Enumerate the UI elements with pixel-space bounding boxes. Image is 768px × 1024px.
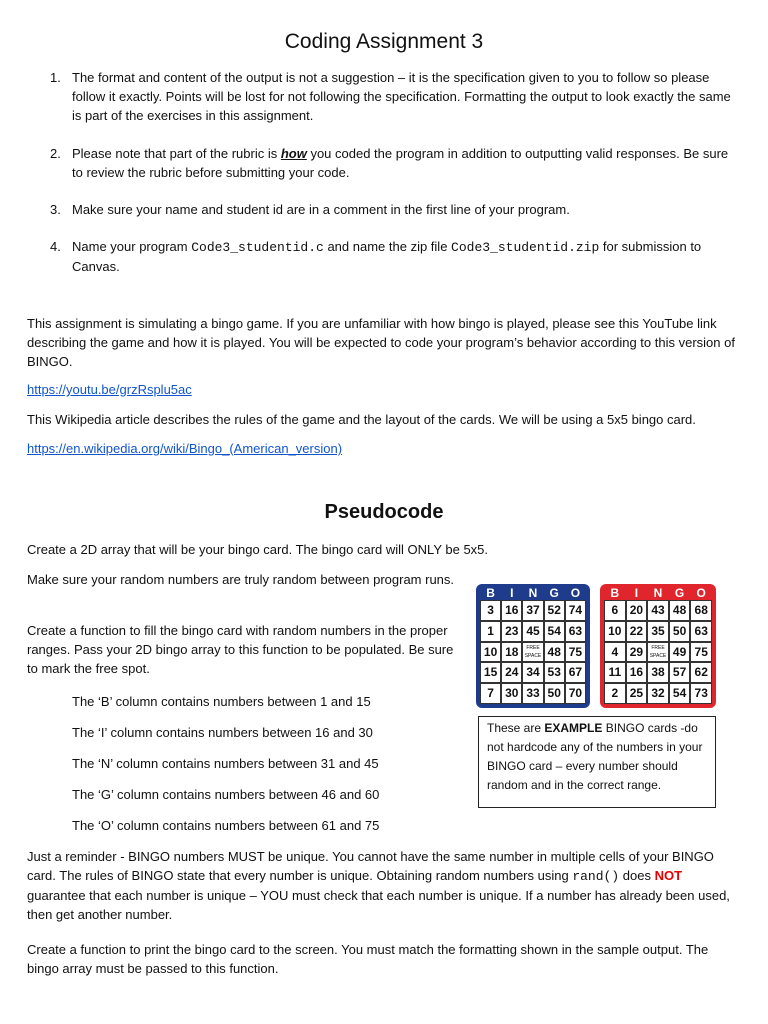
bingo-cell: 24 [501,662,522,683]
bingo-cell: 73 [690,683,712,704]
emphasis-how: how [280,146,307,161]
bingo-cell: 43 [647,600,669,621]
list-number: 1. [50,70,61,85]
bingo-cell: 34 [522,662,543,683]
bingo-cell: 35 [647,621,669,642]
column-range-g: The ‘G’ column contains numbers between 46 and 60 [72,787,380,802]
bingo-cell: 1 [480,621,501,642]
bingo-cell: 75 [690,642,712,663]
pseudocode-step-random: Make sure your random numbers are truly random between program runs. [27,572,455,587]
instruction-4: Name your program Code3_studentid.c and name the zip file Code3_studentid.zip for submission to Canvas. [72,239,702,274]
bingo-cell: 6 [604,600,626,621]
bingo-cell: 53 [544,662,565,683]
bingo-cell: 48 [544,642,565,663]
code-zipname: Code3_studentid.zip [451,240,600,255]
bingo-cell: FREE SPACE [522,642,543,663]
bingo-cell: 57 [669,662,691,683]
bingo-cell: 63 [690,621,712,642]
list-number: 4. [50,239,61,254]
bingo-cell: 15 [480,662,501,683]
bingo-cell: 18 [501,642,522,663]
bingo-cell: 10 [480,642,501,663]
bingo-cell: 11 [604,662,626,683]
bingo-cell: 50 [544,683,565,704]
wikipedia-paragraph: This Wikipedia article describes the rules of the game and the layout of the cards. We will be using a 5x5 bingo card. [27,412,696,427]
wikipedia-link-line [27,439,742,458]
bingo-cell: 63 [565,621,586,642]
bingo-grid [480,600,586,704]
bingo-cell: 2 [604,683,626,704]
bingo-cell: 62 [690,662,712,683]
list-number: 3. [50,202,61,217]
bingo-cell: 23 [501,621,522,642]
bingo-cell: 16 [501,600,522,621]
bingo-cell: 45 [522,621,543,642]
print-function-paragraph: Create a function to print the bingo card to the screen. You must match the formatting shown in the sample output. The bingo array must be passed to this function. [27,942,709,976]
pseudocode-step-array: Create a 2D array that will be your bingo card. The bingo card will ONLY be 5x5. [27,542,489,557]
bingo-cell: 70 [565,683,586,704]
bingo-cell: 16 [626,662,648,683]
bingo-cell: 37 [522,600,543,621]
bingo-card-header: B I N G O [610,586,706,600]
wikipedia-link[interactable]: https://en.wikipedia.org/wiki/Bingo_(American_version) [27,441,343,456]
bingo-cell: 68 [690,600,712,621]
bingo-cell: 75 [565,642,586,663]
code-rand: rand() [572,869,620,884]
bingo-cell: 3 [480,600,501,621]
instruction-1: The format and content of the output is not a suggestion – it is the specification given to you to follow so please follow it exactly. Points will be lost for not following the specification. Formatting the output to look exactly the same is part of the exercises in this assignment. [72,70,731,123]
column-range-o: The ‘O’ column contains numbers between 61 and 75 [72,818,380,833]
bingo-card-header: B I N G O [486,586,581,600]
bingo-cell: 7 [480,683,501,704]
bingo-cell: 54 [544,621,565,642]
bingo-cell: 32 [647,683,669,704]
section-heading: Pseudocode [324,501,444,523]
example-cards-note: These are EXAMPLE BINGO cards -do not hardcode any of the numbers in your BINGO card – every number should random and in the correct range. [478,716,716,808]
page-title: Coding Assignment 3 [284,30,484,53]
bingo-grid [604,600,712,704]
bingo-cell: 25 [626,683,648,704]
bingo-cell: 22 [626,621,648,642]
bingo-cell: 50 [669,621,691,642]
bingo-cell: 48 [669,600,691,621]
uniqueness-paragraph: Just a reminder - BINGO numbers MUST be unique. You cannot have the same number in multiple cells of your BINGO card. The rules of BINGO state that every number is unique. Obtaining random numbers using rand() does NOT guarantee that each number is unique – YOU must check that each number is unique. If a number has already been used, then get another number. [27,849,730,922]
bingo-cell: 49 [669,642,691,663]
list-number: 2. [50,146,61,161]
youtube-link-line [27,380,742,399]
bingo-cell: 52 [544,600,565,621]
bingo-cell: FREE SPACE [647,642,669,663]
column-range-n: The ‘N’ column contains numbers between 31 and 45 [72,756,379,771]
youtube-link[interactable]: https://youtu.be/grzRsplu5ac [27,382,192,397]
bingo-card-red [600,584,716,708]
bingo-cell: 74 [565,600,586,621]
instruction-2: Please note that part of the rubric is how you coded the program in addition to outputting valid responses. Be sure to review the rubric before submitting your code. [72,146,729,180]
intro-paragraph: This assignment is simulating a bingo game. If you are unfamiliar with how bingo is played, please see this YouTube link describing the game and how it is played. You will be expected to code your program’s behavior according to this version of BINGO. [27,316,735,369]
bingo-cell: 4 [604,642,626,663]
bingo-cell: 30 [501,683,522,704]
bingo-cell: 33 [522,683,543,704]
bingo-cell: 38 [647,662,669,683]
code-filename: Code3_studentid.c [191,240,324,255]
pseudocode-step-fill: Create a function to fill the bingo card with random numbers in the proper ranges. Pass your 2D bingo array to this function to be populated. Be sure to mark the free spot. [27,623,454,676]
column-range-b: The ‘B’ column contains numbers between 1 and 15 [72,694,371,709]
bingo-cell: 67 [565,662,586,683]
bingo-cell: 29 [626,642,648,663]
column-range-i: The ‘I’ column contains numbers between 16 and 30 [72,725,373,740]
bingo-cell: 20 [626,600,648,621]
bingo-cell: 10 [604,621,626,642]
not-emphasis: NOT [654,868,683,883]
bingo-card-blue [476,584,590,708]
bingo-cell: 54 [669,683,691,704]
instruction-3: Make sure your name and student id are in a comment in the first line of your program. [72,202,570,217]
